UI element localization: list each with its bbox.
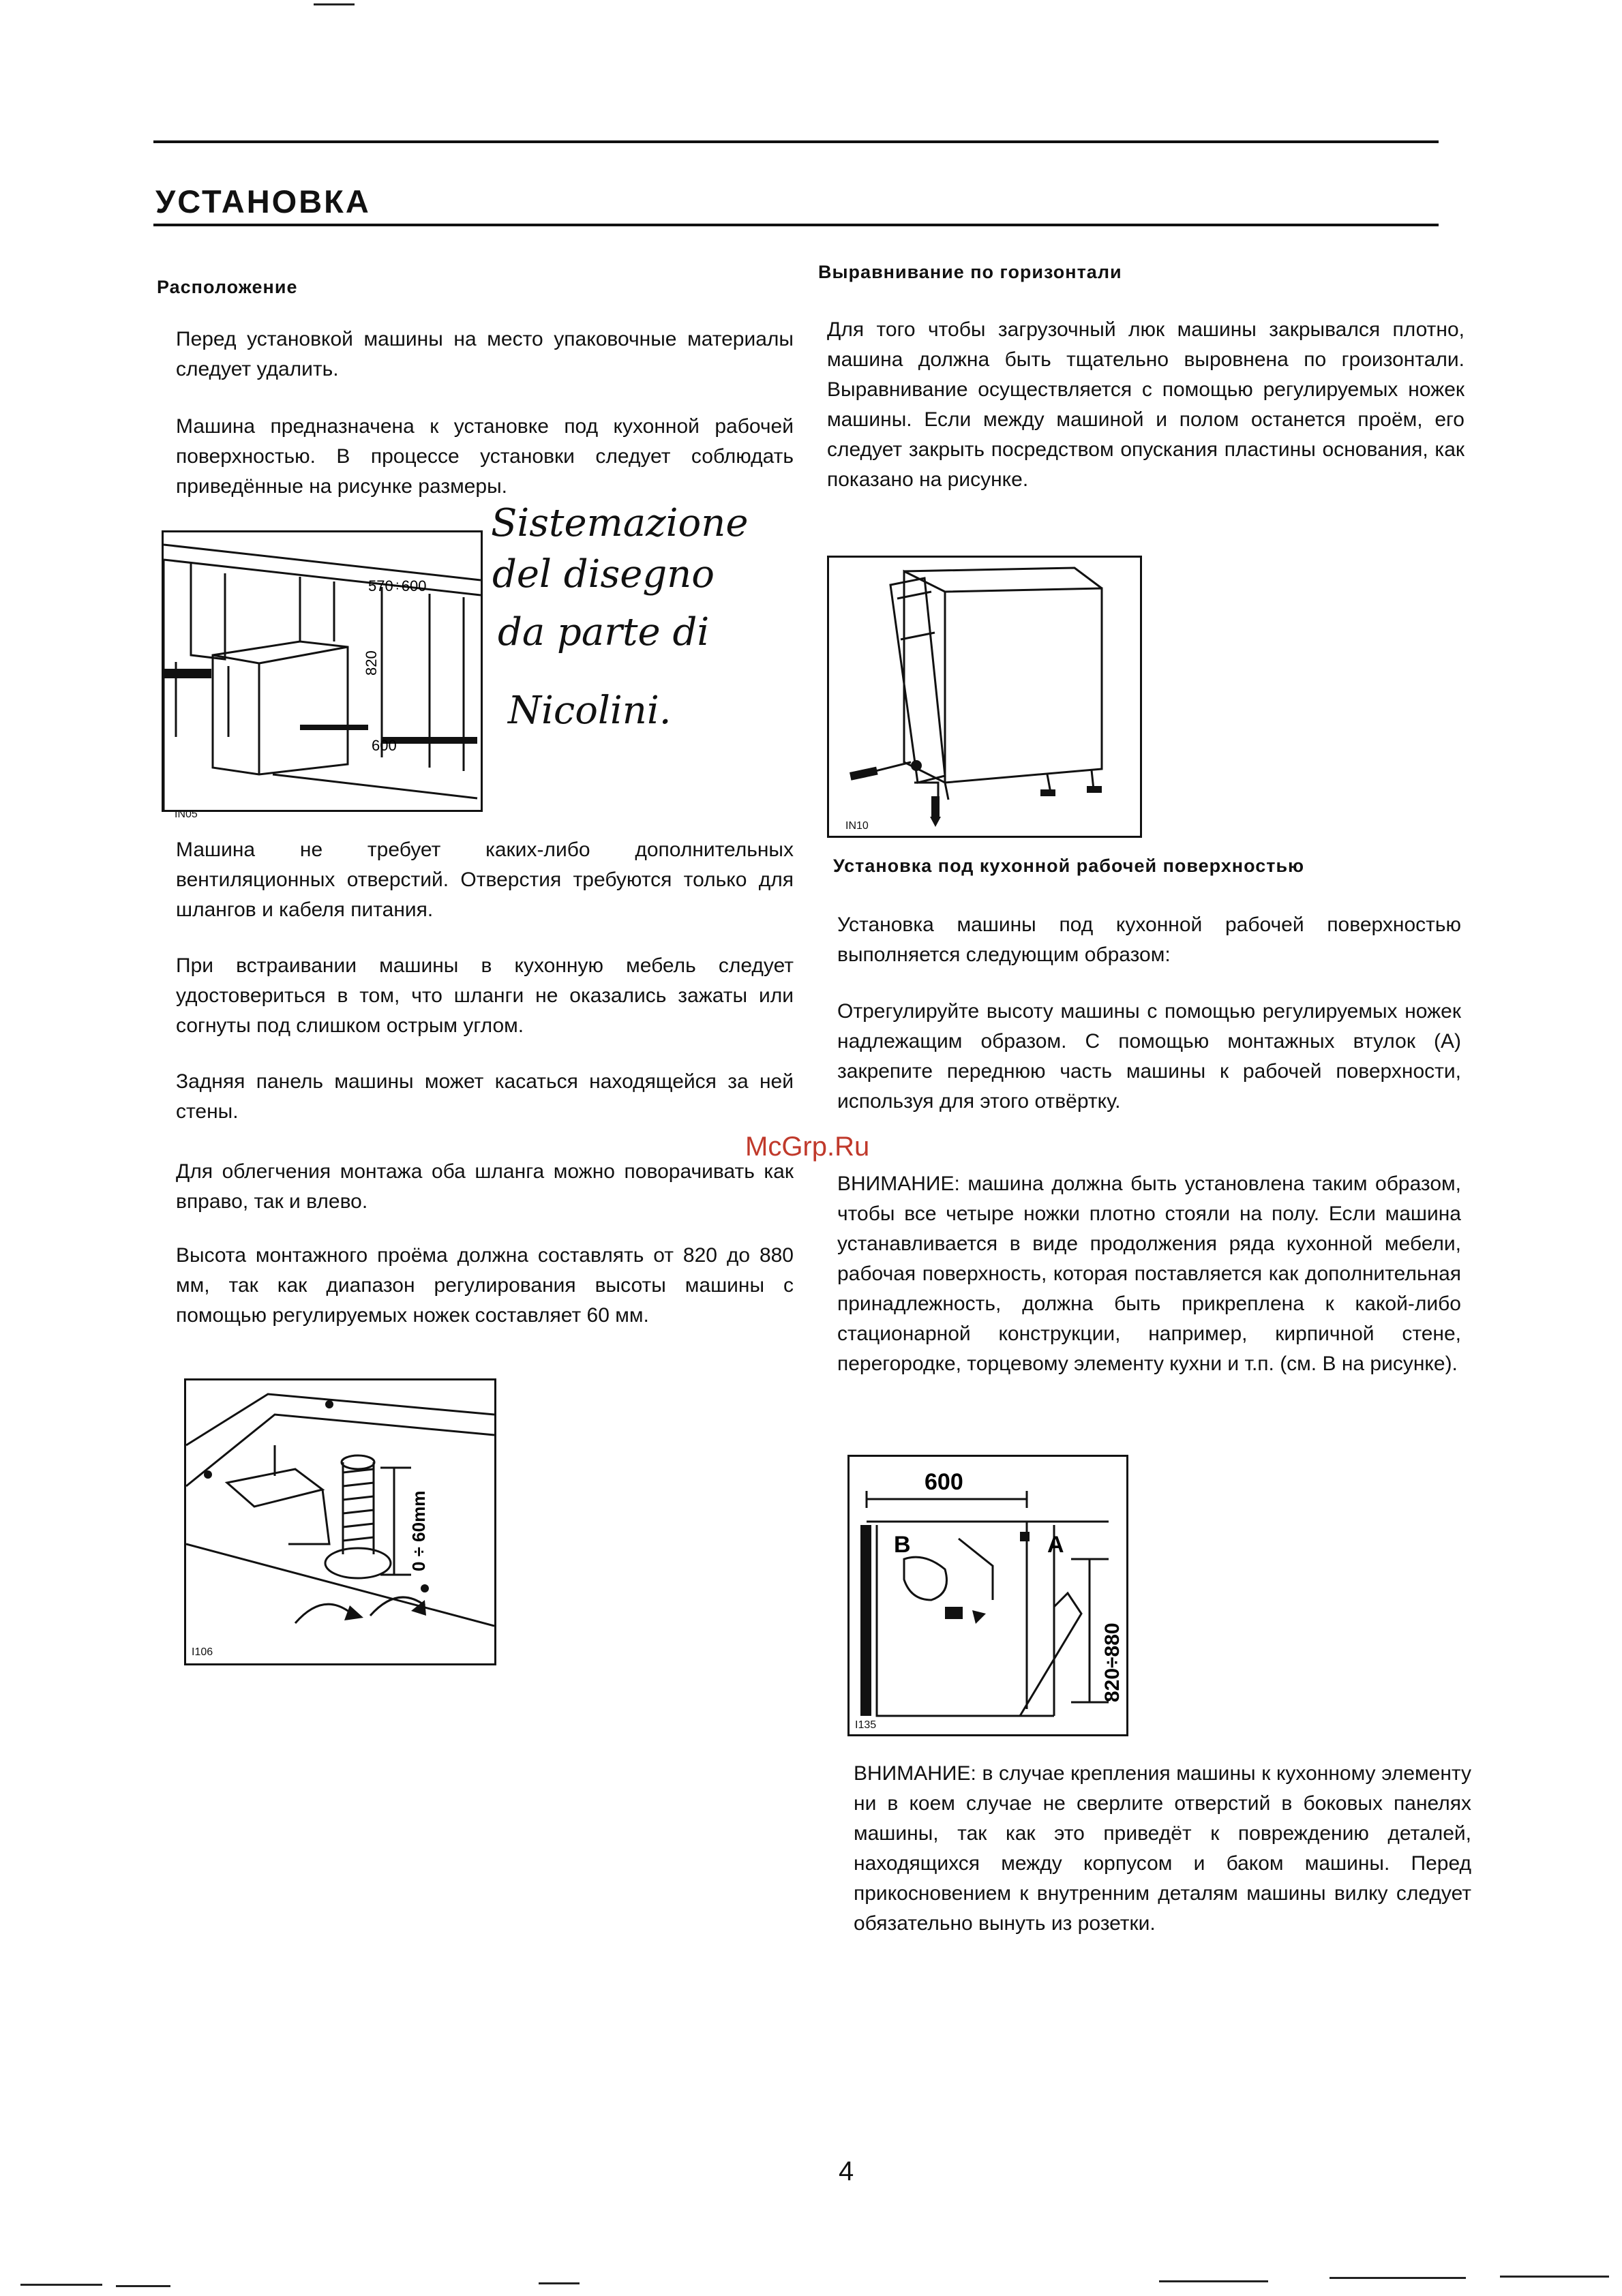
- scan-artifact-line: [314, 3, 355, 5]
- label-b: B: [894, 1532, 911, 1558]
- figure-code-in05: IN05: [175, 809, 198, 820]
- watermark: McGrp.Ru: [745, 1132, 870, 1162]
- figure-code-i106: I106: [192, 1646, 213, 1658]
- right-paragraph-2: Установка машины под кухонной рабочей поверхностью выполняется следующим образом:: [837, 913, 1461, 966]
- niche-width-label: 570÷600: [368, 577, 427, 594]
- figure-code-in10: IN10: [845, 820, 869, 832]
- section-title: УСТАНОВКА: [155, 183, 371, 220]
- right-paragraph-5: ВНИМАНИЕ: в случае крепления машины к кухонному элементу ни в коем случае не сверлите отверстий в боковых панелях машины, так как это приведёт к повреждению деталей, находящихся между корпусом и баком машины. Перед прикосновением к внутренним деталям машины вилку следует обязательно вынуть из розетки.: [854, 1762, 1471, 1935]
- figure-adjustable-foot: [184, 1378, 496, 1665]
- header-rule-bottom: [153, 224, 1439, 226]
- left-paragraph-5: Задняя панель машины может касаться находящейся за ней стены.: [176, 1070, 794, 1123]
- under-counter-width-label: 600: [925, 1469, 963, 1495]
- right-paragraph-4: ВНИМАНИЕ: машина должна быть установлена таким образом, чтобы все четыре ножки плотно стояли на полу. Если машина устанавливается в виде продолжения ряда кухонной мебели, рабочая поверхность, которая поставляется как дополнительная принадлежность, должна быть прикреплена к какой-либо стационарной конструкции, например, кирпичной стене, перегородке, торцевому элементу кухни и т.п. (см. В на рисунке).: [837, 1173, 1461, 1375]
- handwritten-line-3: da parte di: [498, 610, 710, 654]
- left-paragraph-1: Перед установкой машины на место упаковочные материалы следует удалить.: [176, 328, 794, 380]
- left-paragraph-2: Машина предназначена к установке под кухонной рабочей поверхностью. В процессе установки следует соблюдать приведённые на рисунке размеры.: [176, 415, 794, 498]
- figure-niche-dimensions: [162, 530, 483, 812]
- scan-artifact-line: [1159, 2280, 1268, 2282]
- niche-depth-label: 600: [372, 737, 397, 754]
- page-number: 4: [839, 2156, 854, 2186]
- left-paragraph-7: Высота монтажного проёма должна составлять от 820 до 880 мм, так как диапазон регулирования высоты машины с помощью регулируемых ножек составляет 60 мм.: [176, 1244, 794, 1327]
- scan-artifact-line: [116, 2285, 170, 2287]
- leveling-heading: Выравнивание по горизонтали: [818, 262, 1122, 282]
- right-paragraph-3: Отрегулируйте высоту машины с помощью регулируемых ножек надлежащим образом. С помощью монтажных втулок (А) закрепите переднюю часть машины к рабочей поверхности, используя для этого отвёртку.: [837, 1000, 1461, 1113]
- foot-adjust-label: 0 ÷ 60mm: [408, 1490, 429, 1571]
- scan-artifact-line: [20, 2284, 102, 2286]
- under-counter-heading: Установка под кухонной рабочей поверхностью: [833, 856, 1305, 876]
- right-paragraph-1: Для того чтобы загрузочный люк машины закрывался плотно, машина должна быть тщательно выровнена по гроизонтали. Выравнивание осуществляется с помощью регулируемых ножек машины. Если между машиной и полом останется проём, его следует закрыть посредством опускания пластины основания, как показано на рисунке.: [827, 318, 1465, 491]
- handwritten-line-4: Nicolini.: [508, 689, 672, 733]
- header-rule-top: [153, 140, 1439, 143]
- left-paragraph-6: Для облегчения монтажа оба шланга можно поворачивать как вправо, так и влево.: [176, 1160, 794, 1213]
- scan-artifact-line: [1500, 2276, 1609, 2278]
- left-paragraph-4: При встраивании машины в кухонную мебель следует удостовериться в том, что шланги не оказались зажаты или согнуты под слишком острым углом.: [176, 954, 794, 1037]
- under-counter-height-label: 820÷880: [1101, 1622, 1124, 1702]
- location-heading: Расположение: [157, 277, 298, 297]
- figure-under-counter: [847, 1455, 1128, 1736]
- handwritten-line-1: Sistemazione: [491, 501, 749, 545]
- scan-artifact-line: [539, 2282, 580, 2284]
- figure-code-i135: I135: [855, 1719, 877, 1731]
- niche-height-label: 820: [363, 650, 380, 676]
- handwritten-line-2: del disegno: [492, 552, 715, 596]
- figure-leveling-base-plate: [827, 556, 1142, 838]
- label-a: A: [1047, 1532, 1064, 1558]
- left-paragraph-3: Машина не требует каких-либо дополнительных вентиляционных отверстий. Отверстия требуются только для шлангов и кабеля питания.: [176, 839, 794, 921]
- scan-artifact-line: [1330, 2277, 1466, 2279]
